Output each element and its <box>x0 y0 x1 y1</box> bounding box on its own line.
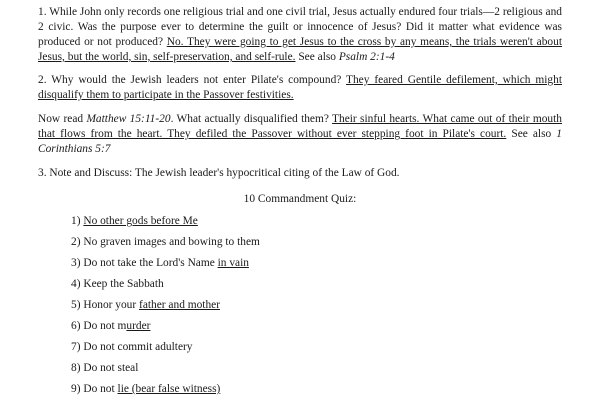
question-1-reference: Psalm 2:1-4 <box>338 51 395 63</box>
quiz-item-text: Do not <box>83 383 118 395</box>
quiz-item-text: Honor your <box>83 299 140 311</box>
followup-answer: Their sinful hearts. What came out of their mouth that flows from the heart. They defiled the Passover without ever stepping foot in Pilate's court. <box>38 113 562 140</box>
quiz-item-number: 6) <box>71 320 84 332</box>
quiz-item-number: 5) <box>71 299 84 311</box>
quiz-item <box>71 298 562 313</box>
quiz-item <box>71 382 562 397</box>
quiz-item <box>71 214 562 229</box>
quiz-item <box>71 319 562 334</box>
quiz-item-text: No graven images and bowing to them <box>83 236 260 248</box>
quiz-item-number: 4) <box>71 278 84 290</box>
quiz-item <box>71 277 562 292</box>
quiz-item-text: Keep the Sabbath <box>83 278 164 290</box>
followup-reference: Matthew 15:11-20 <box>86 113 171 125</box>
quiz-item-number: 7) <box>71 341 84 353</box>
quiz-list <box>38 214 562 397</box>
question-1-answer: No. They were going to get Jesus to the cross by any means, the trials weren't about Jesus, but the world, sin, self-preservation, and self-rule. <box>38 36 562 63</box>
quiz-item-underlined: urder <box>126 320 151 332</box>
quiz-item <box>71 340 562 355</box>
followup-text-b: . What actually disqualified them? <box>170 113 333 125</box>
quiz-item-number: 8) <box>71 362 84 374</box>
quiz-item <box>71 361 562 376</box>
quiz-item-text: Do not commit adultery <box>83 341 193 353</box>
quiz-item-number: 9) <box>71 383 84 395</box>
quiz-item-text: Do not steal <box>83 362 139 374</box>
quiz-item-number: 3) <box>71 257 84 269</box>
quiz-item-underlined: in vain <box>217 257 249 269</box>
quiz-item-number: 2) <box>71 236 84 248</box>
quiz-item <box>71 256 562 271</box>
quiz-item-underlined: lie (bear false witness) <box>117 383 221 395</box>
quiz-item-underlined: father and mother <box>139 299 220 311</box>
followup-reference-2: 1 Corinthians 5:7 <box>38 128 562 155</box>
question-2 <box>38 73 562 103</box>
question-2-answer: They feared Gentile defilement, which might disqualify them to participate in the Passover festivities. <box>38 74 562 101</box>
quiz-item-number: 1) <box>71 215 84 227</box>
quiz-item-underlined: No other gods before Me <box>83 215 198 227</box>
followup-see-also: See also <box>506 128 557 140</box>
followup-text-a: Now read <box>38 113 87 125</box>
quiz-item-text: Do not m <box>83 320 127 332</box>
question-2-followup <box>38 112 562 157</box>
question-3: 3. Note and Discuss: The Jewish leader's hypocritical citing of the Law of God. <box>38 167 400 179</box>
question-1-see-also: See also <box>295 51 339 63</box>
quiz-item-text: Do not take the Lord's Name <box>83 257 218 269</box>
quiz-title: 10 Commandment Quiz: <box>243 193 357 205</box>
question-2-text: 2. Why would the Jewish leaders not enter Pilate's compound? <box>38 74 347 86</box>
quiz-item <box>71 235 562 250</box>
question-1-text: 1. While John only records one religious trial and one civil trial, Jesus actually endured four trials—2 religious and 2 civic. Was the purpose ever to determine the guilt or innocence of Jesus? Did it matter what evidence was produced or not produced? <box>38 6 562 48</box>
question-1 <box>38 5 562 65</box>
